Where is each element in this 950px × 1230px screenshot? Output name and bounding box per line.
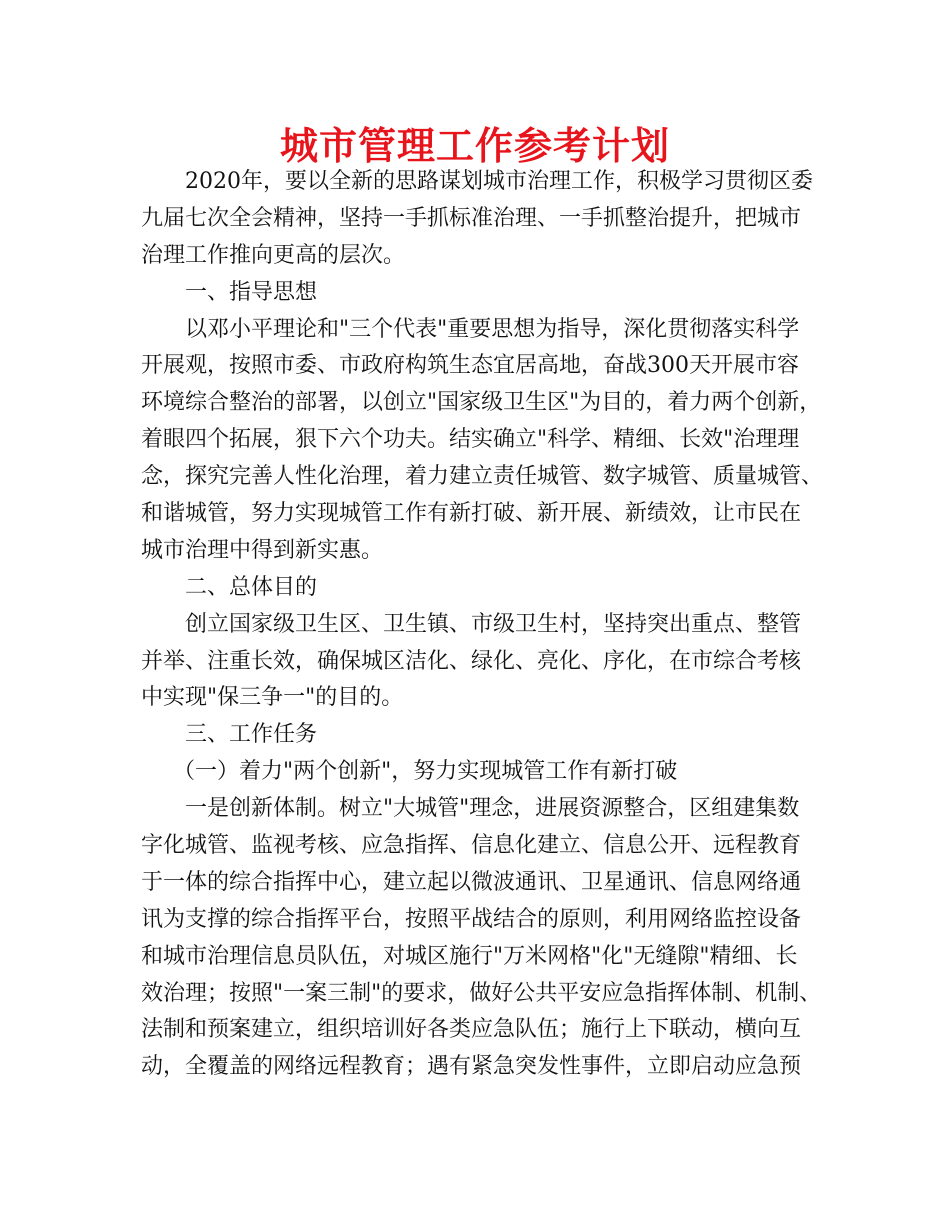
section-heading: 二、总体目的: [185, 574, 318, 600]
body-line: 城市治理中得到新实惠。: [141, 537, 384, 563]
body-line: 并举、注重长效，确保城区洁化、绿化、亮化、序化，在市综合考核: [141, 648, 802, 674]
body-line: 和谐城管，努力实现城管工作有新打破、新开展、新绩效，让市民在: [141, 501, 802, 527]
body-line: 创立国家级卫生区、卫生镇、市级卫生村，坚持突出重点、整管: [185, 611, 802, 637]
body-line: 着眼四个拓展，狠下六个功夫。结实确立"科学、精细、长效"治理理: [141, 427, 800, 453]
body-line: 开展观，按照市委、市政府构筑生态宜居高地，奋战300天开展市容: [141, 353, 799, 379]
body-line: 念，探究完善人性化治理，着力建立责任城管、数字城管、质量城管、: [141, 464, 824, 490]
document-title: 城市管理工作参考计划: [279, 124, 670, 168]
subsection-heading: （一）着力"两个创新"，努力实现城管工作有新打破: [173, 759, 678, 785]
body-line: 环境综合整治的部署，以创立"国家级卫生区"为目的，着力两个创新，: [141, 390, 822, 416]
body-line: 中实现"保三争一"的目的。: [141, 685, 404, 711]
body-line: 动，全覆盖的网络远程教育；遇有紧急突发性事件，立即启动应急预: [141, 1054, 802, 1080]
body-line: 一是创新体制。树立"大城管"理念，进展资源整合，区组建集数: [185, 796, 800, 822]
body-line: 效治理；按照"一案三制"的要求，做好公共平安应急指挥体制、机制、: [141, 980, 822, 1006]
body-line: 讯为支撑的综合指挥平台，按照平战结合的原则，利用网络监控设备: [141, 906, 802, 932]
body-line: 和城市治理信息员队伍，对城区施行"万米网格"化"无缝隙"精细、长: [141, 943, 798, 969]
body-line: 字化城管、监视考核、应急指挥、信息化建立、信息公开、远程教育: [141, 833, 802, 859]
document-body: [141, 164, 824, 1086]
body-line: 九届七次全会精神，坚持一手抓标准治理、一手抓整治提升，把城市: [141, 205, 802, 231]
section-heading: 三、工作任务: [185, 722, 318, 748]
body-line: 于一体的综合指挥中心，建立起以微波通讯、卫星通讯、信息网络通: [141, 869, 802, 895]
body-line: 以邓小平理论和"三个代表"重要思想为指导，深化贯彻落实科学: [185, 316, 800, 342]
body-line: 法制和预案建立，组织培训好各类应急队伍；施行上下联动，横向互: [141, 1017, 802, 1043]
body-line: 2020年，要以全新的思路谋划城市治理工作，积极学习贯彻区委: [185, 169, 813, 194]
section-heading: 一、指导思想: [185, 279, 318, 305]
body-line: 治理工作推向更高的层次。: [141, 242, 406, 268]
